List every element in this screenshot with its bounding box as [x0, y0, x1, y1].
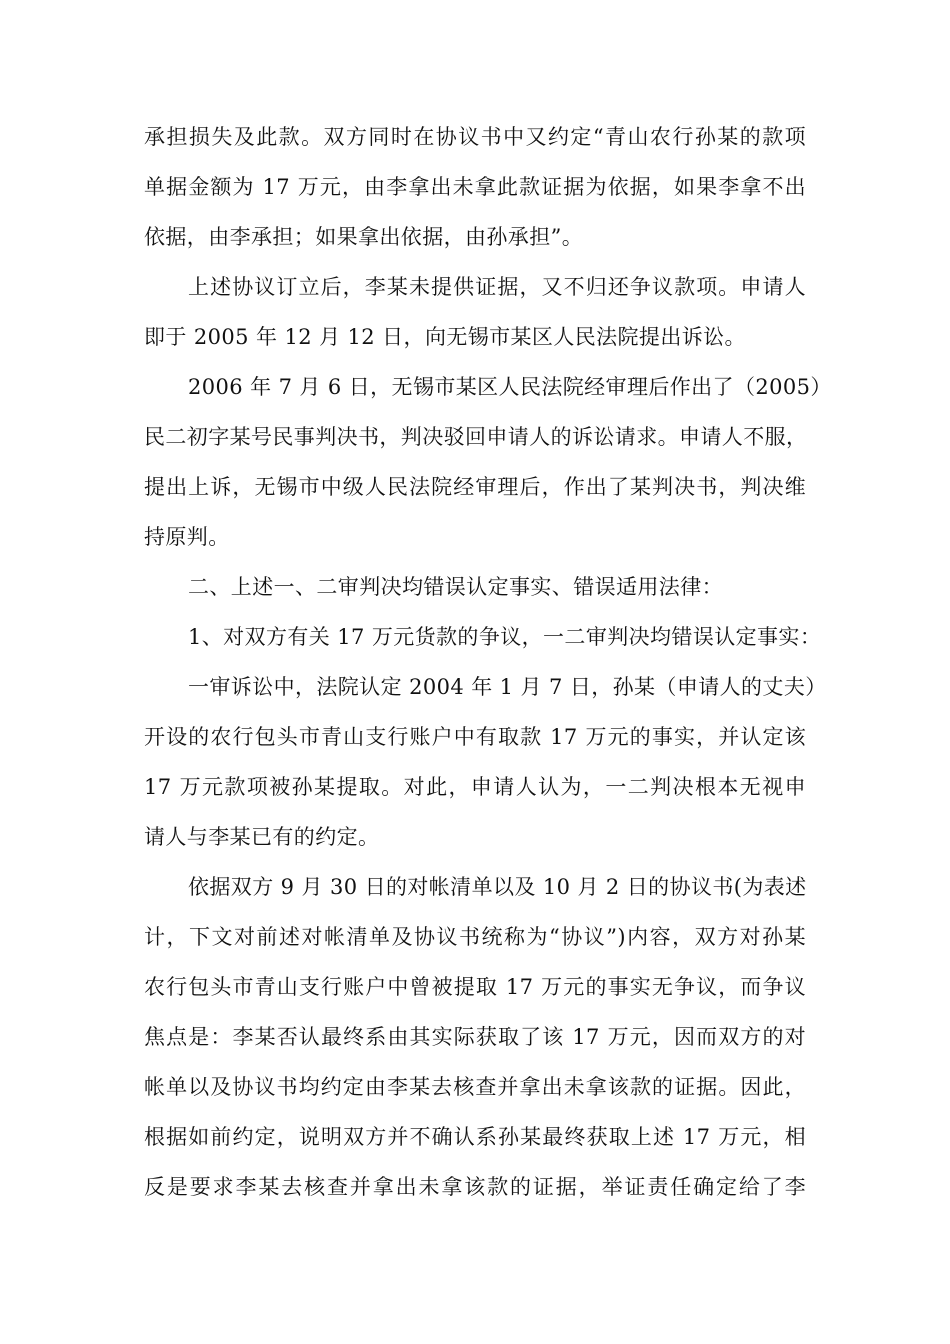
text-line: 计，下文对前述对帐清单及协议书统称为“协议”)内容，双方对孙某 [144, 925, 806, 949]
paragraph-start-line: 上述协议订立后，李某未提供证据，又不归还争议款项。申请人 [188, 275, 806, 299]
text-line: 民二初字某号民事判决书，判决驳回申请人的诉讼请求。申请人不服， [144, 425, 808, 449]
subsection-heading: 1、对双方有关 17 万元货款的争议，一二审判决均错误认定事实： [188, 625, 822, 649]
text-line: 提出上诉，无锡市中级人民法院经审理后，作出了某判决书，判决维 [144, 475, 806, 499]
text-line: 农行包头市青山支行账户中曾被提取 17 万元的事实无争议，而争议 [144, 975, 806, 999]
text-line: 焦点是：李某否认最终系由其实际获取了该 17 万元，因而双方的对 [144, 1025, 806, 1049]
text-line: 17 万元款项被孙某提取。对此，申请人认为，一二判决根本无视申 [144, 775, 806, 799]
text-line: 依据，由李承担；如果拿出依据，由孙承担”。 [144, 225, 584, 249]
text-line: 单据金额为 17 万元，由李拿出未拿此款证据为依据，如果李拿不出 [144, 175, 806, 199]
text-line: 即于 2005 年 12 月 12 日，向无锡市某区人民法院提出诉讼。 [144, 325, 746, 349]
text-line: 根据如前约定，说明双方并不确认系孙某最终获取上述 17 万元，相 [144, 1125, 806, 1149]
text-line: 请人与李某已有的约定。 [144, 825, 380, 849]
text-line: 帐单以及协议书均约定由李某去核查并拿出未拿该款的证据。因此， [144, 1075, 806, 1099]
text-line: 持原判。 [144, 525, 230, 549]
paragraph-start-line: 一审诉讼中，法院认定 2004 年 1 月 7 日，孙某（申请人的丈夫） [188, 675, 827, 699]
paragraph-start-line: 2006 年 7 月 6 日，无锡市某区人民法院经审理后作出了（2005） [188, 375, 832, 399]
text-line: 反是要求李某去核查并拿出未拿该款的证据，举证责任确定给了李 [144, 1175, 806, 1199]
section-heading: 二、上述一、二审判决均错误认定事实、错误适用法律： [188, 575, 723, 599]
text-line: 承担损失及此款。双方同时在协议书中又约定“青山农行孙某的款项 [144, 125, 806, 149]
text-line: 开设的农行包头市青山支行账户中有取款 17 万元的事实，并认定该 [144, 725, 806, 749]
document-body [144, 112, 832, 1212]
paragraph-start-line: 依据双方 9 月 30 日的对帐清单以及 10 月 2 日的协议书(为表述 [188, 875, 807, 899]
